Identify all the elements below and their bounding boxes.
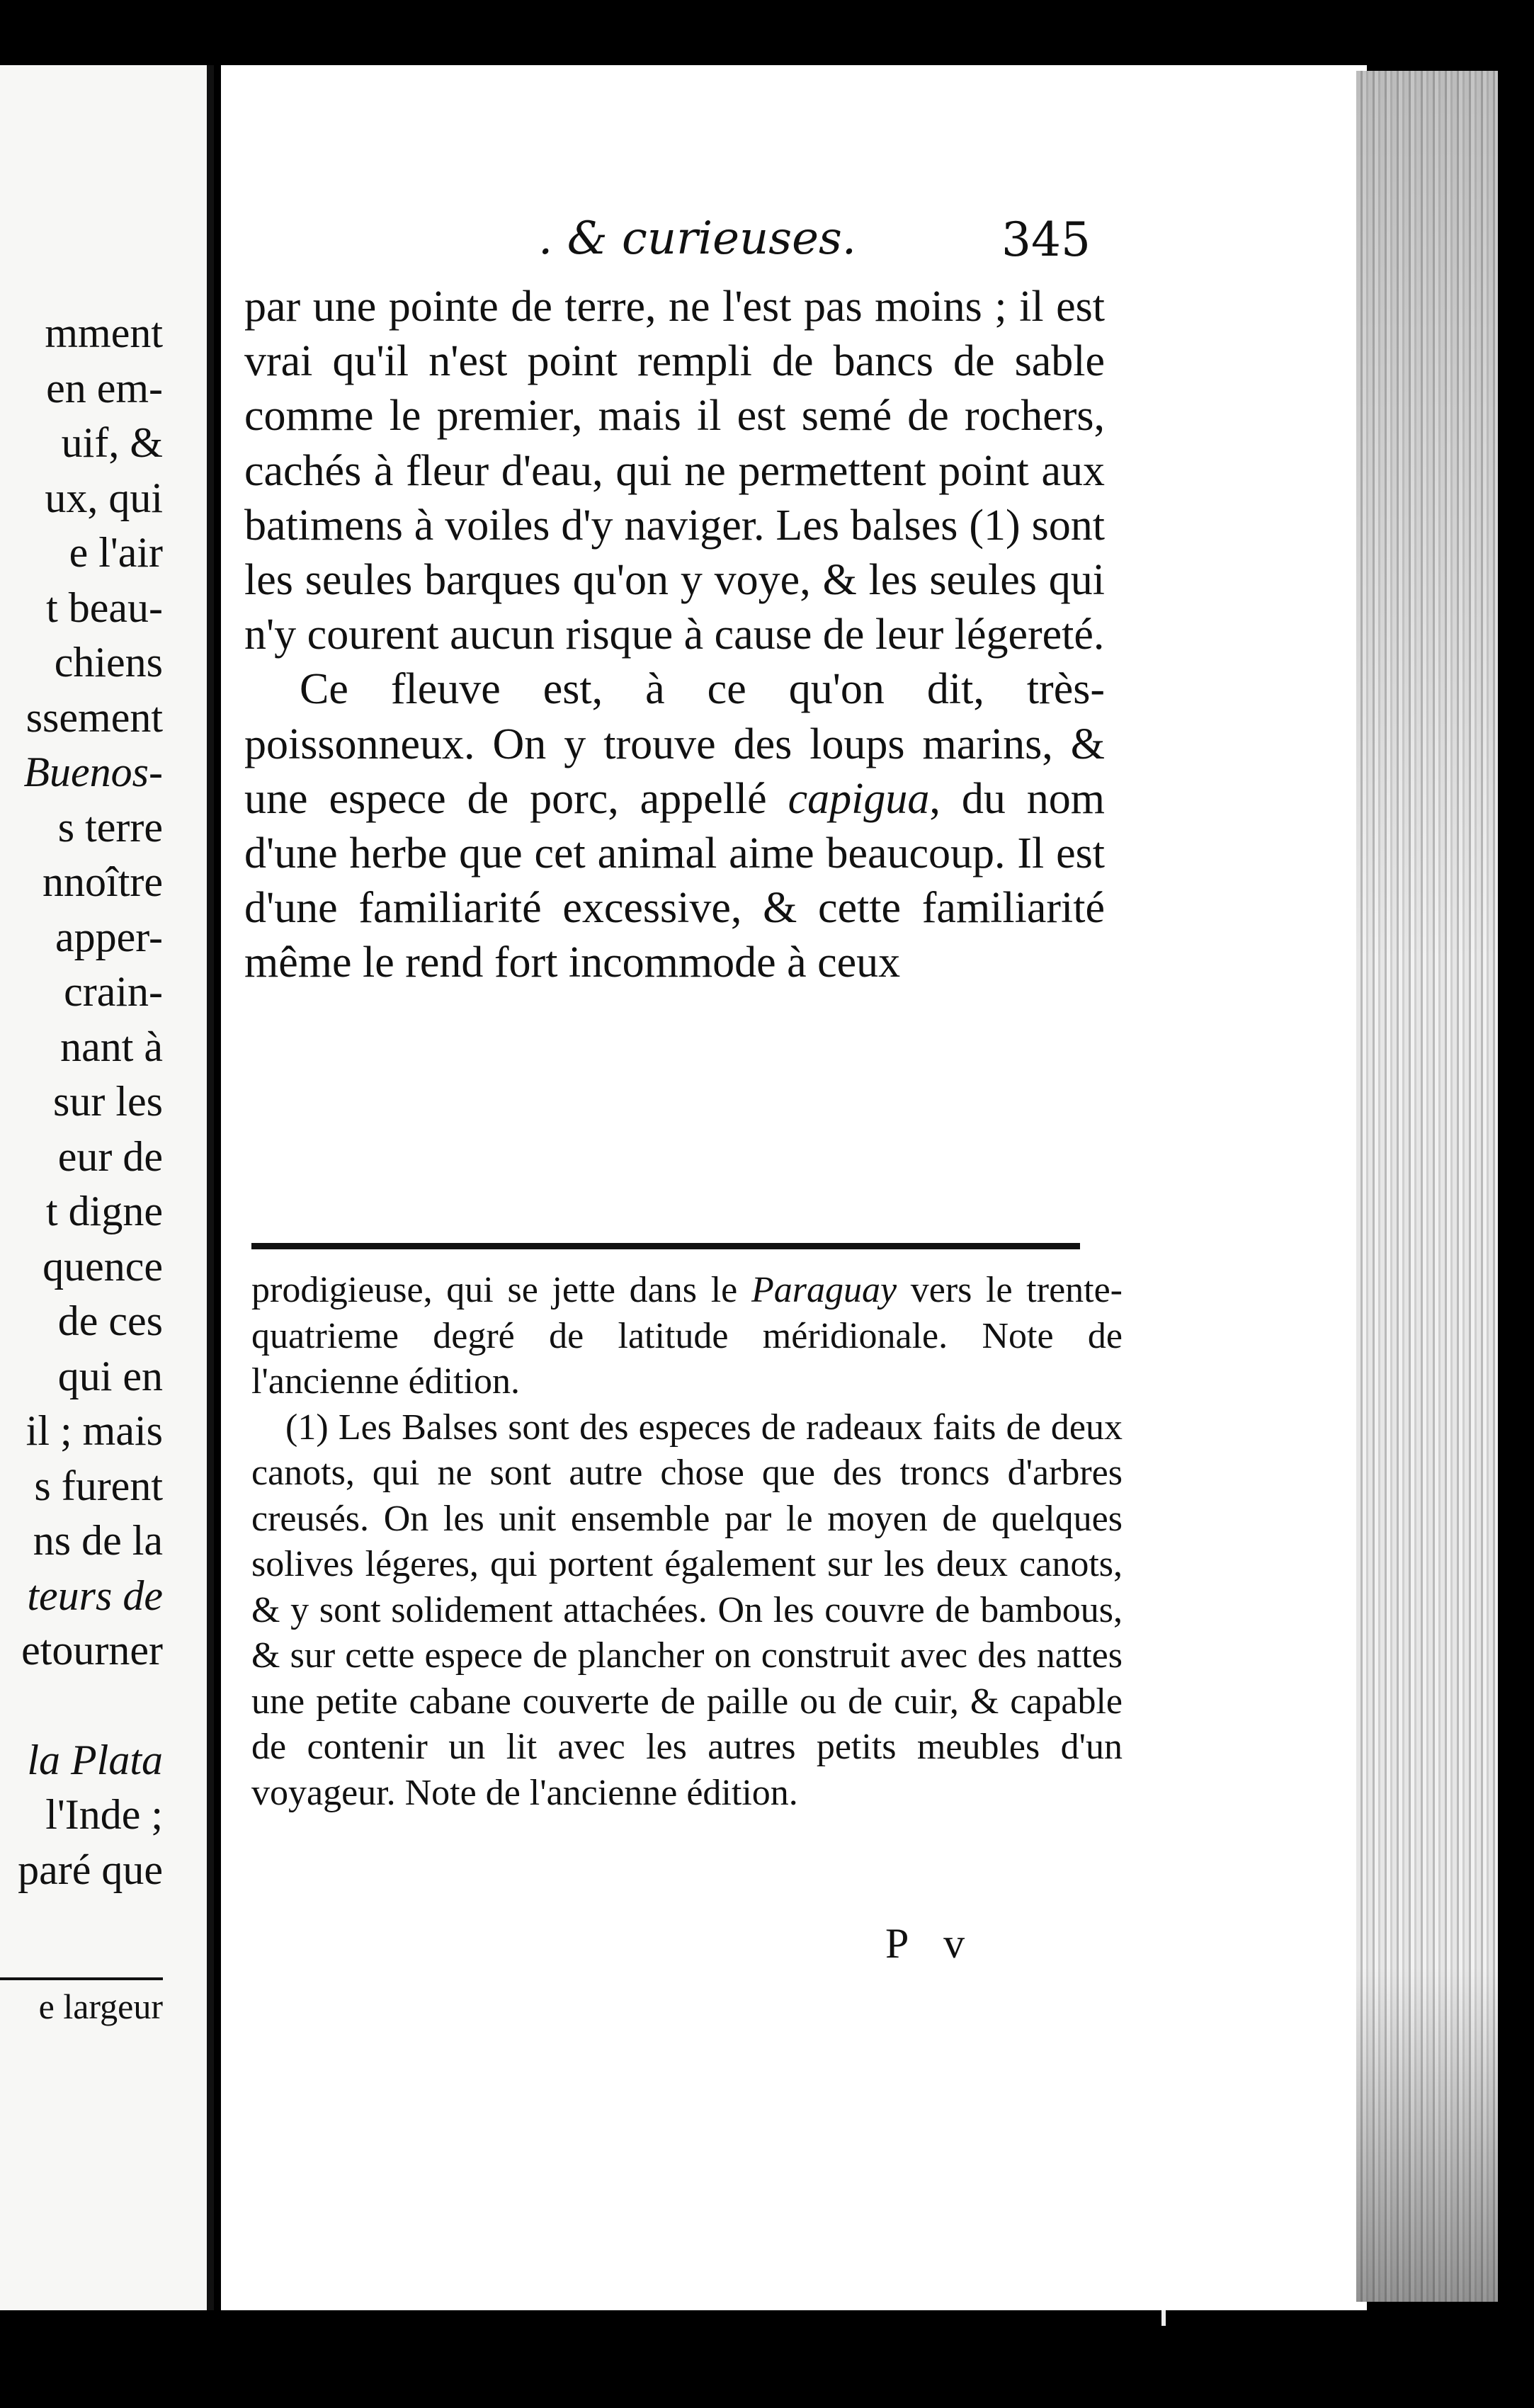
footnote-rule bbox=[251, 1243, 1080, 1249]
footnote-1: (1) Les Balses sont des especes de radeaux faits de deux canots, qui ne sont autre chose que des troncs d'arbres creusés. On les unit ensemble par le moyen de quelques solives légeres, qui portent également sur les deux canots, & y sont solidement attachées. On les couvre de bambous, & sur cette espece de plancher on construit avec des nattes une petite cabane couverte de paille ou de cuir, & capable de contenir un lit avec les autres petits meubles d'un voyageur. Note de l'ancienne édition. bbox=[251, 1407, 1123, 1813]
facing-page-footnote: e largeur bbox=[0, 1977, 163, 2027]
facing-page-line: sur les bbox=[53, 1078, 163, 1125]
facing-page-line: ns de la bbox=[33, 1517, 163, 1564]
footnote-continuation bbox=[251, 1268, 1123, 1405]
facing-page-line: t digne bbox=[46, 1188, 163, 1234]
page-edges-shade bbox=[1356, 71, 1498, 2302]
running-title: . & curieuses. bbox=[538, 212, 857, 265]
facing-page-line: Buenos- bbox=[23, 749, 163, 795]
main-text bbox=[244, 280, 1105, 991]
facing-page bbox=[0, 65, 214, 2310]
facing-page-line: en em- bbox=[46, 364, 163, 411]
facing-page-line: uif, & bbox=[61, 419, 163, 466]
facing-page-line: mment bbox=[45, 309, 163, 356]
facing-page-line: quence bbox=[42, 1242, 163, 1290]
facing-page-line: e l'air bbox=[69, 529, 163, 576]
footnote-text: vers le trente-quatrieme degré de latitude méridionale. Note de l'ancienne édition. bbox=[251, 1270, 1123, 1402]
facing-page-line: ssement bbox=[25, 693, 163, 741]
italic-term: capigua bbox=[788, 774, 930, 823]
facing-page-line: qui en bbox=[57, 1352, 163, 1399]
facing-page-text bbox=[0, 306, 163, 1897]
paragraph-text: Ce fleuve est, à ce qu'on dit, très-poissonneux. On y trouve des loups marins, & une espece de porc, appellé bbox=[244, 665, 1105, 823]
facing-page-line: ux, qui bbox=[45, 474, 163, 521]
facing-page-line: l'Inde ; bbox=[45, 1791, 163, 1838]
facing-page-line: s terre bbox=[57, 803, 163, 851]
footnote-text: prodigieuse, qui se jette dans le bbox=[251, 1270, 751, 1310]
footnotes bbox=[251, 1268, 1123, 1816]
facing-page-line: teurs de bbox=[27, 1572, 163, 1619]
paragraph bbox=[244, 662, 1105, 990]
facing-page-line: eur de bbox=[57, 1132, 163, 1180]
facing-page-line: t beau- bbox=[46, 584, 163, 631]
signature-mark: P v bbox=[885, 1920, 978, 1967]
facing-page-line: chiens bbox=[54, 639, 163, 686]
facing-page-line: nnoître bbox=[42, 858, 163, 905]
facing-page-line: il ; mais bbox=[25, 1407, 163, 1454]
facing-page-line: apper- bbox=[55, 913, 163, 960]
paragraph: par une pointe de terre, ne l'est pas moins ; il est vrai qu'il n'est point rempli de bancs de sable comme le premier, mais il est semé de rochers, cachés à fleur d'eau, qui ne permettent point aux batimens à voiles d'y naviger. Les balses (1) sont les seules barques qu'on y voye, & les seules qui n'y courent aucun risque à cause de leur légereté. bbox=[244, 283, 1105, 659]
paragraph-text: , du nom d'une herbe que cet animal aime beaucoup. Il est d'une familiarité excessive, & cette familiarité même le rend fort incommode à ceux bbox=[244, 774, 1105, 987]
italic-term: Paraguay bbox=[751, 1270, 897, 1310]
facing-page-line: de ces bbox=[57, 1297, 163, 1344]
page-header bbox=[234, 212, 1133, 276]
facing-page-line: etourner bbox=[21, 1627, 163, 1674]
facing-page-line: s furent bbox=[34, 1462, 163, 1509]
page-number: 345 bbox=[1001, 212, 1091, 267]
facing-page-line: la Plata bbox=[27, 1736, 163, 1783]
facing-page-line: nant à bbox=[60, 1023, 163, 1070]
facing-page-line bbox=[0, 1679, 163, 1733]
facing-page-line: paré que bbox=[18, 1846, 163, 1893]
scan-mark bbox=[1161, 2310, 1166, 2326]
facing-page-line: crain- bbox=[64, 968, 163, 1015]
